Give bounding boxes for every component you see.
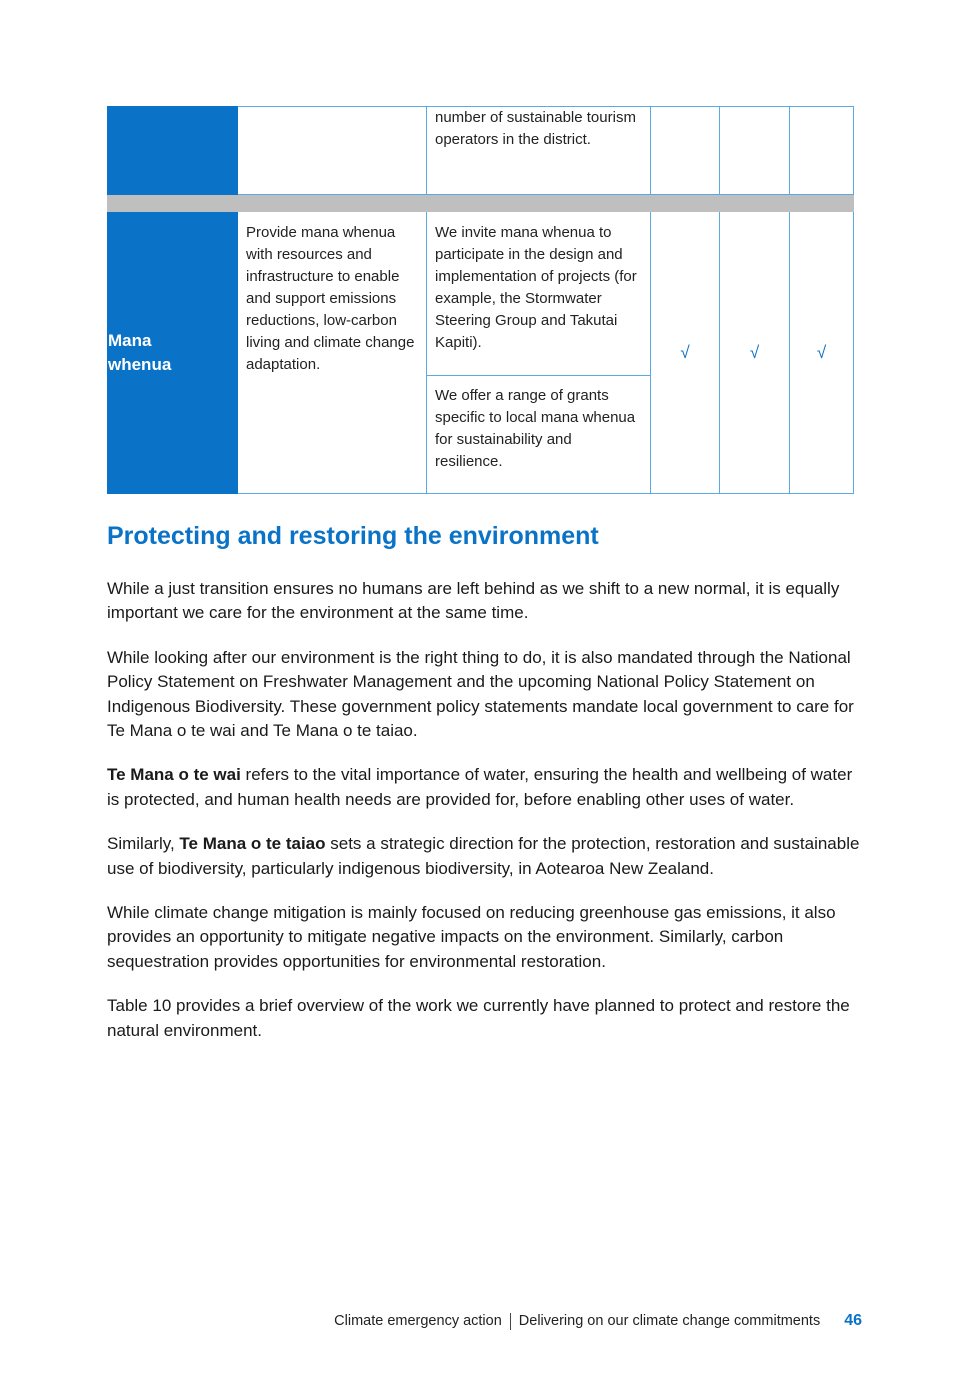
check-mark: √	[790, 212, 854, 494]
term-te-mana-o-te-taiao: Te Mana o te taiao	[179, 834, 326, 854]
action-cell	[427, 376, 651, 494]
action-text: number of sustainable tourism operators in the district.	[435, 109, 636, 148]
check-cell	[790, 107, 854, 195]
term-te-mana-o-te-wai: Te Mana o te wai	[107, 765, 241, 785]
check-cell	[720, 107, 790, 195]
check-cell	[651, 107, 720, 195]
objective-cell	[238, 212, 427, 494]
paragraph: Table 10 provides a brief overview of the work we currently have planned to protect and restore the natural environment.	[107, 996, 850, 1040]
paragraph: While a just transition ensures no humans are left behind as we shift to a new normal, it is equally important we care for the environment at the same time.	[107, 579, 840, 623]
action-text: We invite mana whenua to participate in the design and implementation of projects (for example, the Stormwater Steering Group and Takutai Kapiti).	[435, 224, 637, 351]
table-separator	[108, 195, 854, 212]
section-body	[107, 577, 862, 1063]
commitments-table	[107, 106, 854, 494]
page-footer	[0, 1312, 862, 1330]
objective-cell	[238, 107, 427, 195]
paragraph: While climate change mitigation is mainly focused on reducing greenhouse gas emissions, it also provides an opportunity to mitigate negative impacts on the environment. Similarly, carbon sequestration provides opportunities for environmental restoration.	[107, 903, 836, 971]
table-row	[108, 212, 854, 376]
footer-divider	[510, 1313, 511, 1330]
footer-section-title: Delivering on our climate change commitments	[518, 1313, 821, 1329]
page-number: 46	[844, 1312, 862, 1329]
table-row	[108, 107, 854, 195]
check-mark: √	[720, 212, 790, 494]
group-label-cell	[108, 107, 238, 195]
action-cell	[427, 107, 651, 195]
paragraph: Similarly, Te Mana o te taiao sets a strategic direction for the protection, restoration and sustainable use of biodiversity, particularly indigenous biodiversity, in Aotearoa New Zealand.	[107, 834, 860, 878]
objective-text: Provide mana whenua with resources and infrastructure to enable and support emissions reductions, low-carbon living and climate change adaptation.	[246, 224, 415, 373]
paragraph: Te Mana o te wai refers to the vital importance of water, ensuring the health and wellbeing of water is protected, and human health needs are provided for, before enabling other uses of water.	[107, 765, 853, 809]
footer-doc-title: Climate emergency action	[334, 1313, 502, 1329]
group-label: Mana whenua	[108, 212, 238, 494]
paragraph: While looking after our environment is the right thing to do, it is also mandated through the National Policy Statement on Freshwater Management and the upcoming National Policy Statement on Indigenous Biodiversity. These government policy statements mandate local government to care for Te Mana o te wai and Te Mana o te taiao.	[107, 647, 854, 741]
action-cell	[427, 212, 651, 376]
section-heading: Protecting and restoring the environment	[107, 522, 599, 550]
check-mark: √	[651, 212, 720, 494]
action-text: We offer a range of grants specific to local mana whenua for sustainability and resilience.	[435, 387, 636, 470]
